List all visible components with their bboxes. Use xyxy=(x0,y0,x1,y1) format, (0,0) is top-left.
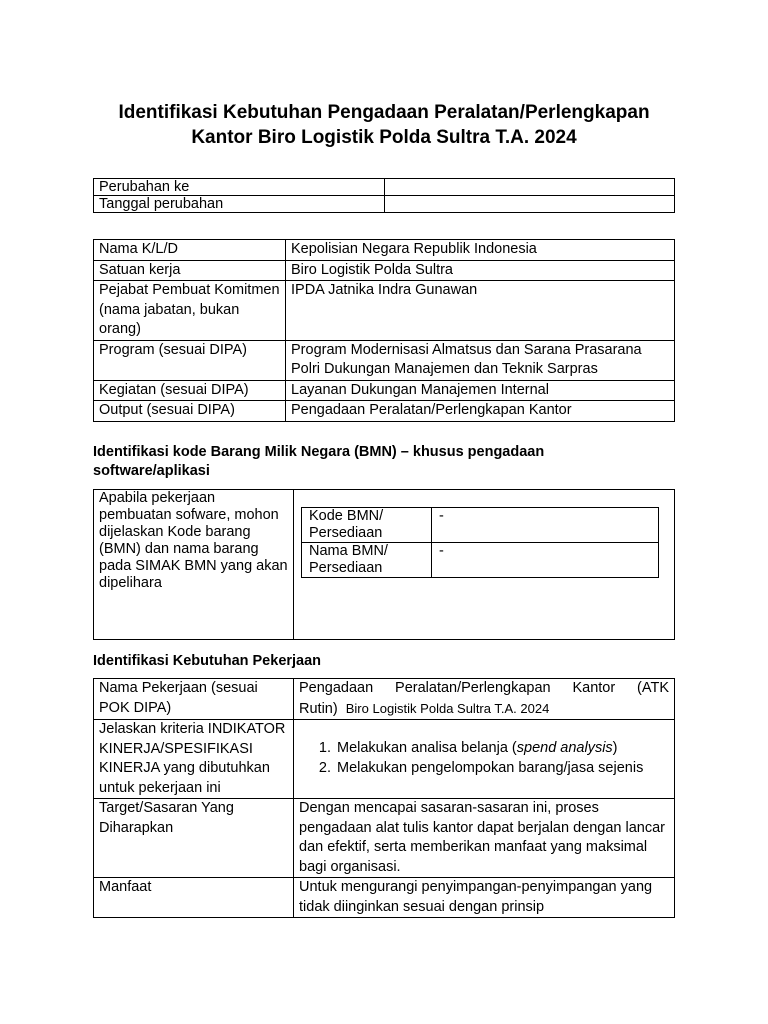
revision-date-label: Tanggal perubahan xyxy=(94,196,385,213)
table-row xyxy=(94,260,675,281)
satuan-kerja-label: Satuan kerja xyxy=(94,260,286,281)
info-table xyxy=(93,239,675,422)
table-row xyxy=(94,679,675,720)
table-row xyxy=(94,401,675,422)
nama-pekerjaan-unit: Biro Logistik Polda Sultra T.A. 2024 xyxy=(345,700,550,716)
revision-table xyxy=(93,178,675,213)
title-line-2: Kantor Biro Logistik Polda Sultra T.A. 2024 xyxy=(191,127,577,148)
target-label: Target/Sasaran Yang Diharapkan xyxy=(94,799,294,878)
kriteria-item-text-end: ) xyxy=(612,740,618,756)
kriteria-item-emphasis: spend analysis xyxy=(516,740,613,756)
list-item xyxy=(335,739,669,759)
nama-pekerjaan-line-1: Pengadaan Peralatan/Perlengkapan Kantor (ATK xyxy=(299,680,669,696)
bmn-description: Apabila pekerjaan pembuatan sofware, mohon dijelaskan Kode barang (BMN) dan nama barang pada SIMAK BMN yang akan dipelihara xyxy=(94,490,294,640)
pejabat-value: IPDA Jatnika Indra Gunawan xyxy=(286,281,675,341)
table-row xyxy=(94,340,675,380)
revision-date-value xyxy=(385,196,675,213)
kegiatan-label: Kegiatan (sesuai DIPA) xyxy=(94,380,286,401)
nama-pekerjaan-label: Nama Pekerjaan (sesuai POK DIPA) xyxy=(94,679,294,720)
kebutuhan-table xyxy=(93,678,675,918)
table-row xyxy=(94,380,675,401)
nama-pekerjaan-value xyxy=(294,679,675,720)
table-row xyxy=(94,878,675,918)
kriteria-list xyxy=(299,739,669,778)
kode-bmn-label: Kode BMN/ Persediaan xyxy=(302,508,432,543)
program-label: Program (sesuai DIPA) xyxy=(94,340,286,380)
table-row xyxy=(94,196,675,213)
bmn-section-heading: Identifikasi kode Barang Milik Negara (BMN) – khusus pengadaan software/aplikasi xyxy=(93,444,545,479)
program-value: Program Modernisasi Almatsus dan Sarana Prasarana Polri Dukungan Manajemen dan Teknik Sarpras xyxy=(286,340,675,380)
nama-bmn-label: Nama BMN/ Persediaan xyxy=(302,543,432,578)
table-row xyxy=(302,508,659,543)
nama-bmn-value: - xyxy=(432,543,659,578)
nama-kld-label: Nama K/L/D xyxy=(94,240,286,261)
target-value: Dengan mencapai sasaran-sasaran ini, proses pengadaan alat tulis kantor dapat berjalan dengan lancar dan efektif, serta memberikan manfaat yang maksimal bagi organisasi. xyxy=(294,799,675,878)
table-row xyxy=(94,490,675,640)
table-row xyxy=(94,720,675,799)
nama-kld-value: Kepolisian Negara Republik Indonesia xyxy=(286,240,675,261)
table-row xyxy=(94,799,675,878)
nama-pekerjaan-rutin: Rutin) xyxy=(299,700,338,717)
manfaat-value: Untuk mengurangi penyimpangan-penyimpangan yang tidak diinginkan sesuai dengan prinsip xyxy=(294,878,675,918)
manfaat-label: Manfaat xyxy=(94,878,294,918)
table-row xyxy=(94,281,675,341)
table-row xyxy=(94,240,675,261)
pejabat-label: Pejabat Pembuat Komitmen (nama jabatan, bukan orang) xyxy=(94,281,286,341)
document-title xyxy=(60,100,708,150)
kode-bmn-value: - xyxy=(432,508,659,543)
satuan-kerja-value: Biro Logistik Polda Sultra xyxy=(286,260,675,281)
title-line-1: Identifikasi Kebutuhan Pengadaan Peralatan/Perlengkapan xyxy=(118,102,650,123)
kegiatan-value: Layanan Dukungan Manajemen Internal xyxy=(286,380,675,401)
table-row xyxy=(94,179,675,196)
bmn-table xyxy=(93,489,675,640)
output-label: Output (sesuai DIPA) xyxy=(94,401,286,422)
list-item: 2. Melakukan pengelompokan barang/jasa sejenis xyxy=(335,759,669,779)
kriteria-label: Jelaskan kriteria INDIKATOR KINERJA/SPESIFIKASI KINERJA yang dibutuhkan untuk pekerjaan ini xyxy=(94,720,294,799)
kriteria-item-text: Melakukan analisa belanja ( xyxy=(337,740,517,756)
table-row xyxy=(302,543,659,578)
output-value: Pengadaan Peralatan/Perlengkapan Kantor xyxy=(286,401,675,422)
revision-value xyxy=(385,179,675,196)
kriteria-value xyxy=(294,720,675,799)
nama-pekerjaan-line-2 xyxy=(299,699,669,720)
bmn-inner-table xyxy=(301,507,659,578)
revision-label: Perubahan ke xyxy=(94,179,385,196)
bmn-detail-cell xyxy=(294,490,675,640)
kebutuhan-section-heading: Identifikasi Kebutuhan Pekerjaan xyxy=(93,653,322,669)
